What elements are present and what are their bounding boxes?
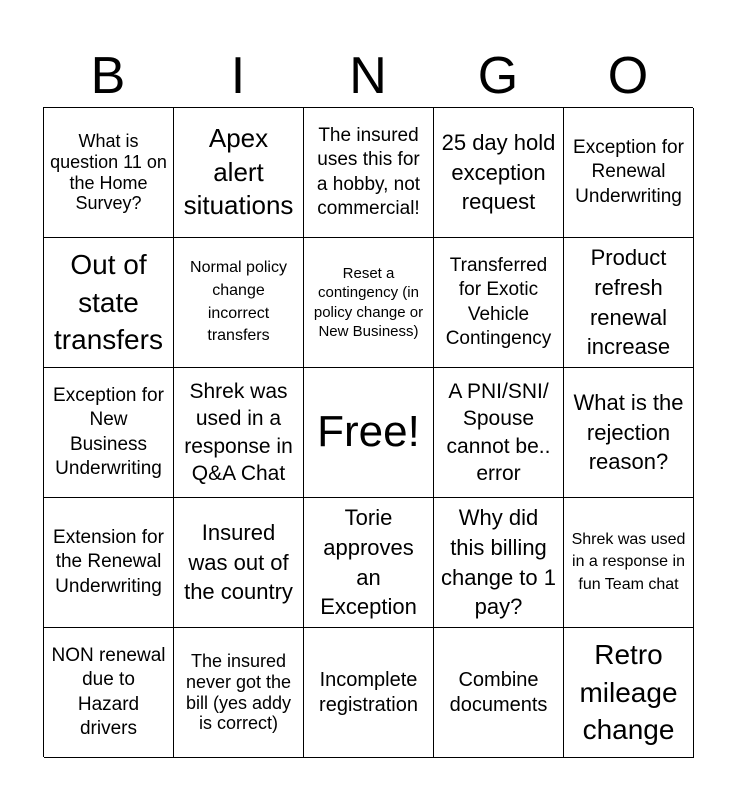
cell-text: Retro mileage change xyxy=(579,638,678,746)
cell-text: 25 day hold exception request xyxy=(441,129,556,215)
bingo-cell[interactable] xyxy=(174,108,304,238)
bingo-cell[interactable] xyxy=(434,498,564,628)
bingo-cell[interactable] xyxy=(304,108,434,238)
bingo-cell-free[interactable] xyxy=(304,368,434,498)
bingo-cell[interactable] xyxy=(44,498,174,628)
cell-text: The insured never got the bill (yes addy is correct) xyxy=(185,651,292,734)
cell-text: A PNI/SNI/ Spouse cannot be.. error xyxy=(446,379,551,485)
header-letter-o: O xyxy=(607,47,649,105)
cell-text: Product refresh renewal increase xyxy=(586,245,671,360)
bingo-cell[interactable] xyxy=(304,238,434,368)
bingo-cell[interactable] xyxy=(564,628,694,758)
bingo-cell[interactable] xyxy=(434,628,564,758)
bingo-cell[interactable] xyxy=(434,238,564,368)
free-space-label: Free! xyxy=(317,407,420,457)
cell-text: Shrek was used in a response in Q&A Chat xyxy=(184,379,293,485)
cell-text: Extension for the Renewal Underwriting xyxy=(53,527,164,597)
bingo-cell[interactable] xyxy=(44,628,174,758)
cell-text: Incomplete registration xyxy=(319,668,418,716)
bingo-cell[interactable] xyxy=(564,368,694,498)
header-letter-g: G xyxy=(477,47,519,105)
cell-text: Reset a contingency (in policy change or New Business) xyxy=(313,264,424,340)
bingo-cell[interactable] xyxy=(44,368,174,498)
bingo-cell[interactable] xyxy=(434,368,564,498)
bingo-cell[interactable] xyxy=(44,108,174,238)
cell-text: Out of state transfers xyxy=(54,248,163,356)
bingo-cell[interactable] xyxy=(304,628,434,758)
header-letter-n: N xyxy=(349,47,387,105)
bingo-card-grid xyxy=(43,107,693,757)
cell-text: Transferred for Exotic Vehicle Contingency xyxy=(445,254,552,349)
cell-text: Exception for Renewal Underwriting xyxy=(573,137,684,207)
header-letter-i: I xyxy=(230,47,246,105)
bingo-cell[interactable] xyxy=(564,108,694,238)
cell-text: Exception for New Business Underwriting xyxy=(53,384,164,479)
bingo-cell[interactable] xyxy=(174,498,304,628)
cell-text: Torie approves an Exception xyxy=(320,505,417,620)
cell-text: What is the rejection reason? xyxy=(573,389,684,475)
cell-text: Insured was out of the country xyxy=(184,519,293,605)
bingo-cell[interactable] xyxy=(44,238,174,368)
bingo-cell[interactable] xyxy=(304,498,434,628)
bingo-cell[interactable] xyxy=(434,108,564,238)
cell-text: Combine documents xyxy=(449,668,548,716)
header-letter-b: B xyxy=(90,47,126,105)
cell-text: The insured uses this for a hobby, not commercial! xyxy=(316,124,421,219)
cell-text: What is question 11 on the Home Survey? xyxy=(50,131,167,214)
bingo-cell[interactable] xyxy=(174,628,304,758)
cell-text: NON renewal due to Hazard drivers xyxy=(51,644,166,739)
cell-text: Apex alert situations xyxy=(183,122,294,221)
bingo-header xyxy=(43,44,693,108)
cell-text: Why did this billing change to 1 pay? xyxy=(441,505,556,620)
cell-text: Shrek was used in a response in fun Team chat xyxy=(571,530,686,593)
cell-text: Normal policy change incorrect transfers xyxy=(190,259,287,345)
bingo-cell[interactable] xyxy=(174,368,304,498)
bingo-cell[interactable] xyxy=(564,498,694,628)
bingo-cell[interactable] xyxy=(174,238,304,368)
bingo-cell[interactable] xyxy=(564,238,694,368)
